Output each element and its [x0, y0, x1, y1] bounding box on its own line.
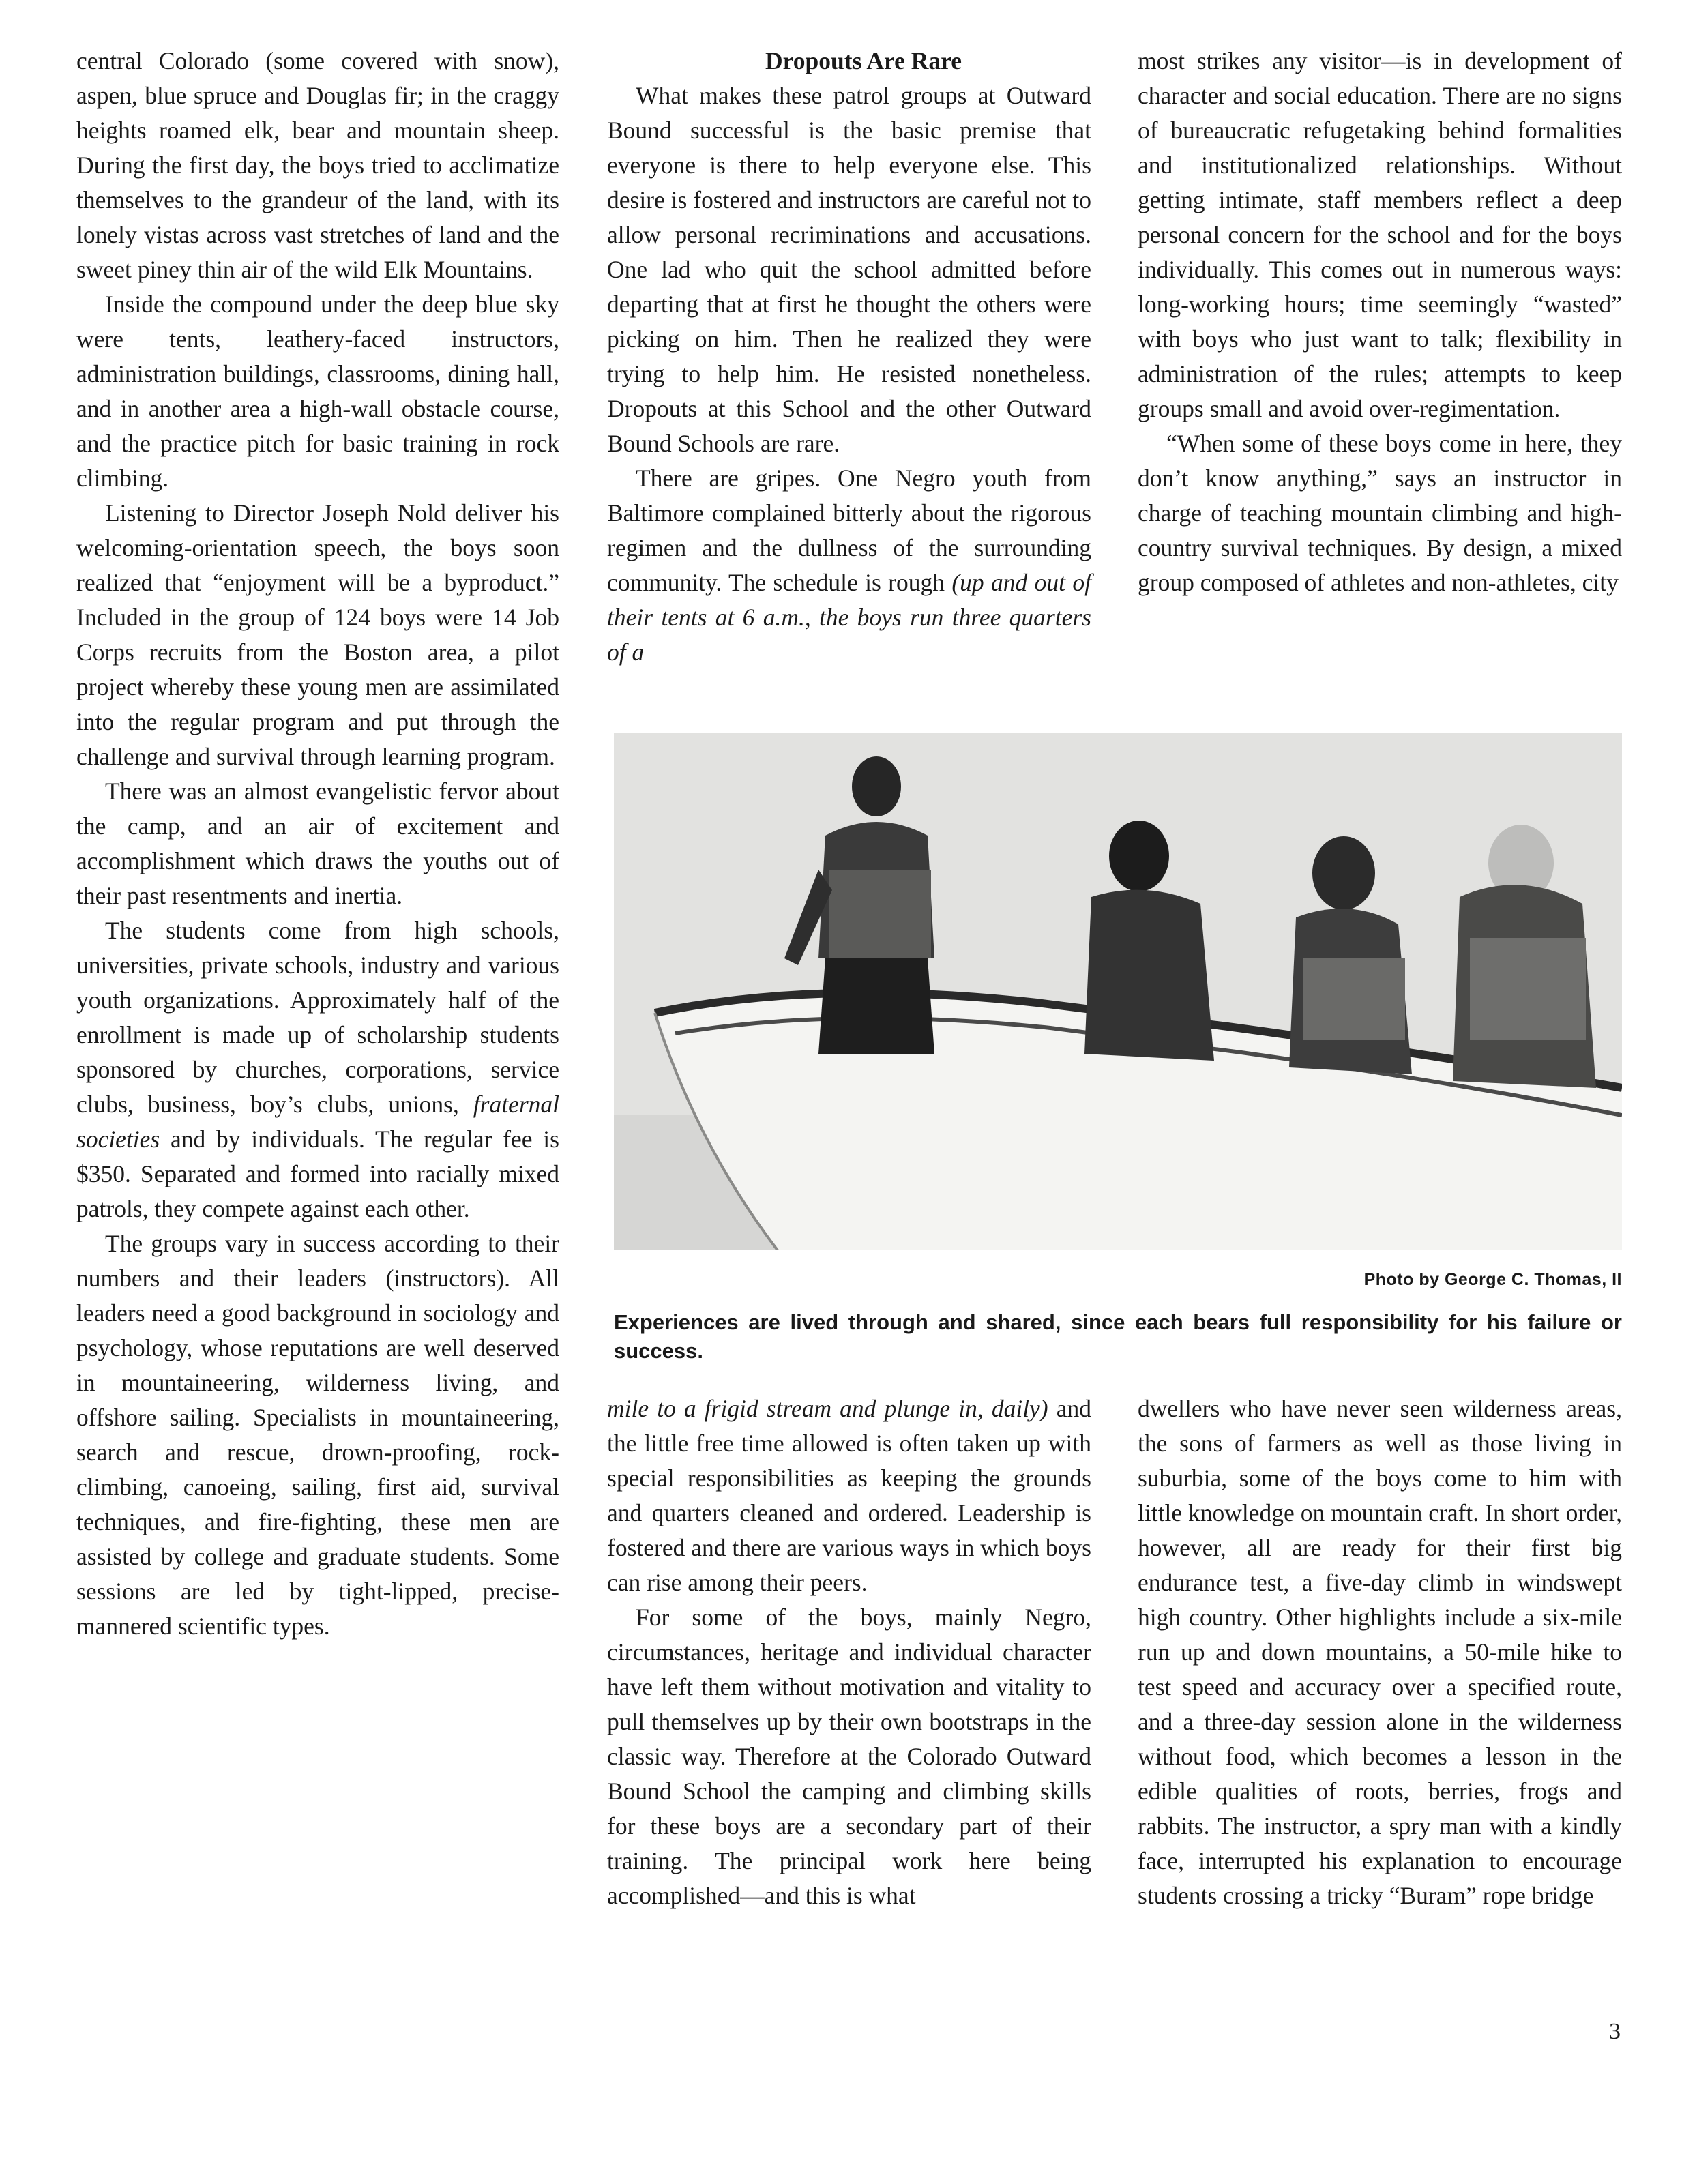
- paragraph: What makes these patrol groups at Outward Bound successful is the basic premise that everyone is there to help everyone else. This desire is fostered and instructors are careful not to allow personal recriminations and accusations. One lad who quit the school admitted before departing that at first he thought the others were picking on him. Then he realized they were trying to help him. He resisted nonetheless. Dropouts at this School and the other Outward Bound Schools are rare.: [607, 82, 1091, 457]
- paragraph: There was an almost evangelistic fervor about the camp, and an air of excitement and accomplishment which draws the youths out of their past resentments and inertia.: [76, 778, 559, 909]
- paragraph-text: and by individuals. The regular fee is $350. Separated and formed into racially mixed patrols, they compete against each other.: [76, 1125, 559, 1222]
- text-column-right: [1138, 44, 1622, 600]
- photo-caption: Experiences are lived through and shared, since each bears full responsibility for his failure or success.: [614, 1310, 1622, 1363]
- paragraph: dwellers who have never seen wilderness areas, the sons of farmers as well as those living in suburbia, some of the boys come to him with little knowledge on mountain craft. In short order, however, all are ready for their first big endurance test, a five-day climb in windswept high country. Other highlights include a six-mile run up and down mountains, a 50-mile hike to test speed and accuracy over a specified route, and a three-day session alone in the wilderness without food, which becomes a lesson in the edible qualities of roots, berries, frogs and rabbits. The instructor, a spry man with a kindly face, interrupted his explanation to encourage students crossing a tricky “Buram” rope bridge: [1138, 1395, 1622, 1909]
- text-column-left: [76, 44, 559, 1644]
- paragraph: [607, 461, 1091, 670]
- paragraph: “When some of these boys come in here, they don’t know anything,” says an instructor in charge of teaching mountain climbing and high-country survival techniques. By design, a mixed group composed of athletes and non-athletes, city: [1138, 430, 1622, 596]
- paragraph: [76, 913, 559, 1226]
- text-column-right-lower: [1138, 1391, 1622, 1913]
- text-column-middle: [607, 44, 1091, 670]
- section-subhead: Dropouts Are Rare: [765, 47, 962, 74]
- page-number: 3: [1609, 2019, 1621, 2044]
- paragraph: The groups vary in success according to their numbers and their leaders (instructors). All leaders need a good background in sociology and psychology, whose reputations are well deserved in mountaineering, wilderness living, and offshore sailing. Specialists in mountaineering, search and rescue, drown-proofing, rock-climbing, canoeing, sailing, first aid, survival techniques, and fire-fighting, these men are assisted by college and graduate students. Some sessions are led by tight-lipped, precise-mannered scientific types.: [76, 1230, 559, 1640]
- paragraph: For some of the boys, mainly Negro, circumstances, heritage and individual character have left them without motivation and vitality to pull themselves up by their own bootstraps in the classic way. Therefore at the Colorado Outward Bound School the camping and climbing skills for these boys are a secondary part of their training. The principal work here being accomplished—and this is what: [607, 1604, 1091, 1909]
- paragraph: Listening to Director Joseph Nold deliver his welcoming-orientation speech, the boys soon realized that “enjoyment will be a byproduct.” Included in the group of 124 boys were 14 Job Corps recruits from the Boston area, a pilot project whereby these young men are assimilated into the regular program and put through the challenge and survival through learning program.: [76, 499, 559, 770]
- paragraph: [607, 1391, 1091, 1600]
- boat-photograph-drawing: [614, 733, 1622, 1250]
- paragraph: Inside the compound under the deep blue sky were tents, leathery-faced instructors, administration buildings, classrooms, dining hall, and in another area a high-wall obstacle course, and the practice pitch for basic training in rock climbing.: [76, 291, 559, 492]
- italic-phrase: mile to a frigid stream and plunge in, daily): [607, 1395, 1048, 1422]
- italic-phrase: fraternal societies: [76, 1091, 560, 1153]
- paragraph-text: and the little free time allowed is often taken up with special responsibilities as keeping the grounds and quarters cleaned and ordered. Leadership is fostered and there are various ways in which boys can rise among their peers.: [607, 1395, 1092, 1596]
- boat-photograph: [614, 733, 1622, 1250]
- paragraph: most strikes any visitor—is in development of character and social education. There are no signs of bureaucratic refugetaking behind formalities and institutionalized relationships. Without getting intimate, staff members reflect a deep personal concern for the school and for the boys individually. This comes out in numerous ways: long-working hours; time seemingly “wasted” with boys who just want to talk; flexibility in administration of the rules; attempts to keep groups small and avoid over-regimentation.: [1138, 47, 1622, 422]
- text-column-middle-lower: [607, 1391, 1091, 1913]
- paragraph-text: There are gripes. One Negro youth from Baltimore complained bitterly about the rigorous regimen and the dullness of the surrounding community. The schedule is rough: [607, 464, 1091, 596]
- paragraph-text: The students come from high schools, universities, private schools, industry and various youth organizations. Approximately half of the enrollment is made up of scholarship students sponsored by churches, corporations, service clubs, business, boy’s clubs, unions,: [76, 917, 559, 1118]
- photo-credit: Photo by George C. Thomas, II: [1363, 1270, 1622, 1289]
- paragraph: central Colorado (some covered with snow), aspen, blue spruce and Douglas fir; in the craggy heights roamed elk, bear and mountain sheep. During the first day, the boys tried to acclimatize themselves to the grandeur of the land, with its lonely vistas across vast stretches of land and the sweet piney thin air of the wild Elk Mountains.: [76, 47, 559, 283]
- italic-phrase: (up and out of their tents at 6 a.m., the boys run three quarters of a: [607, 569, 1091, 666]
